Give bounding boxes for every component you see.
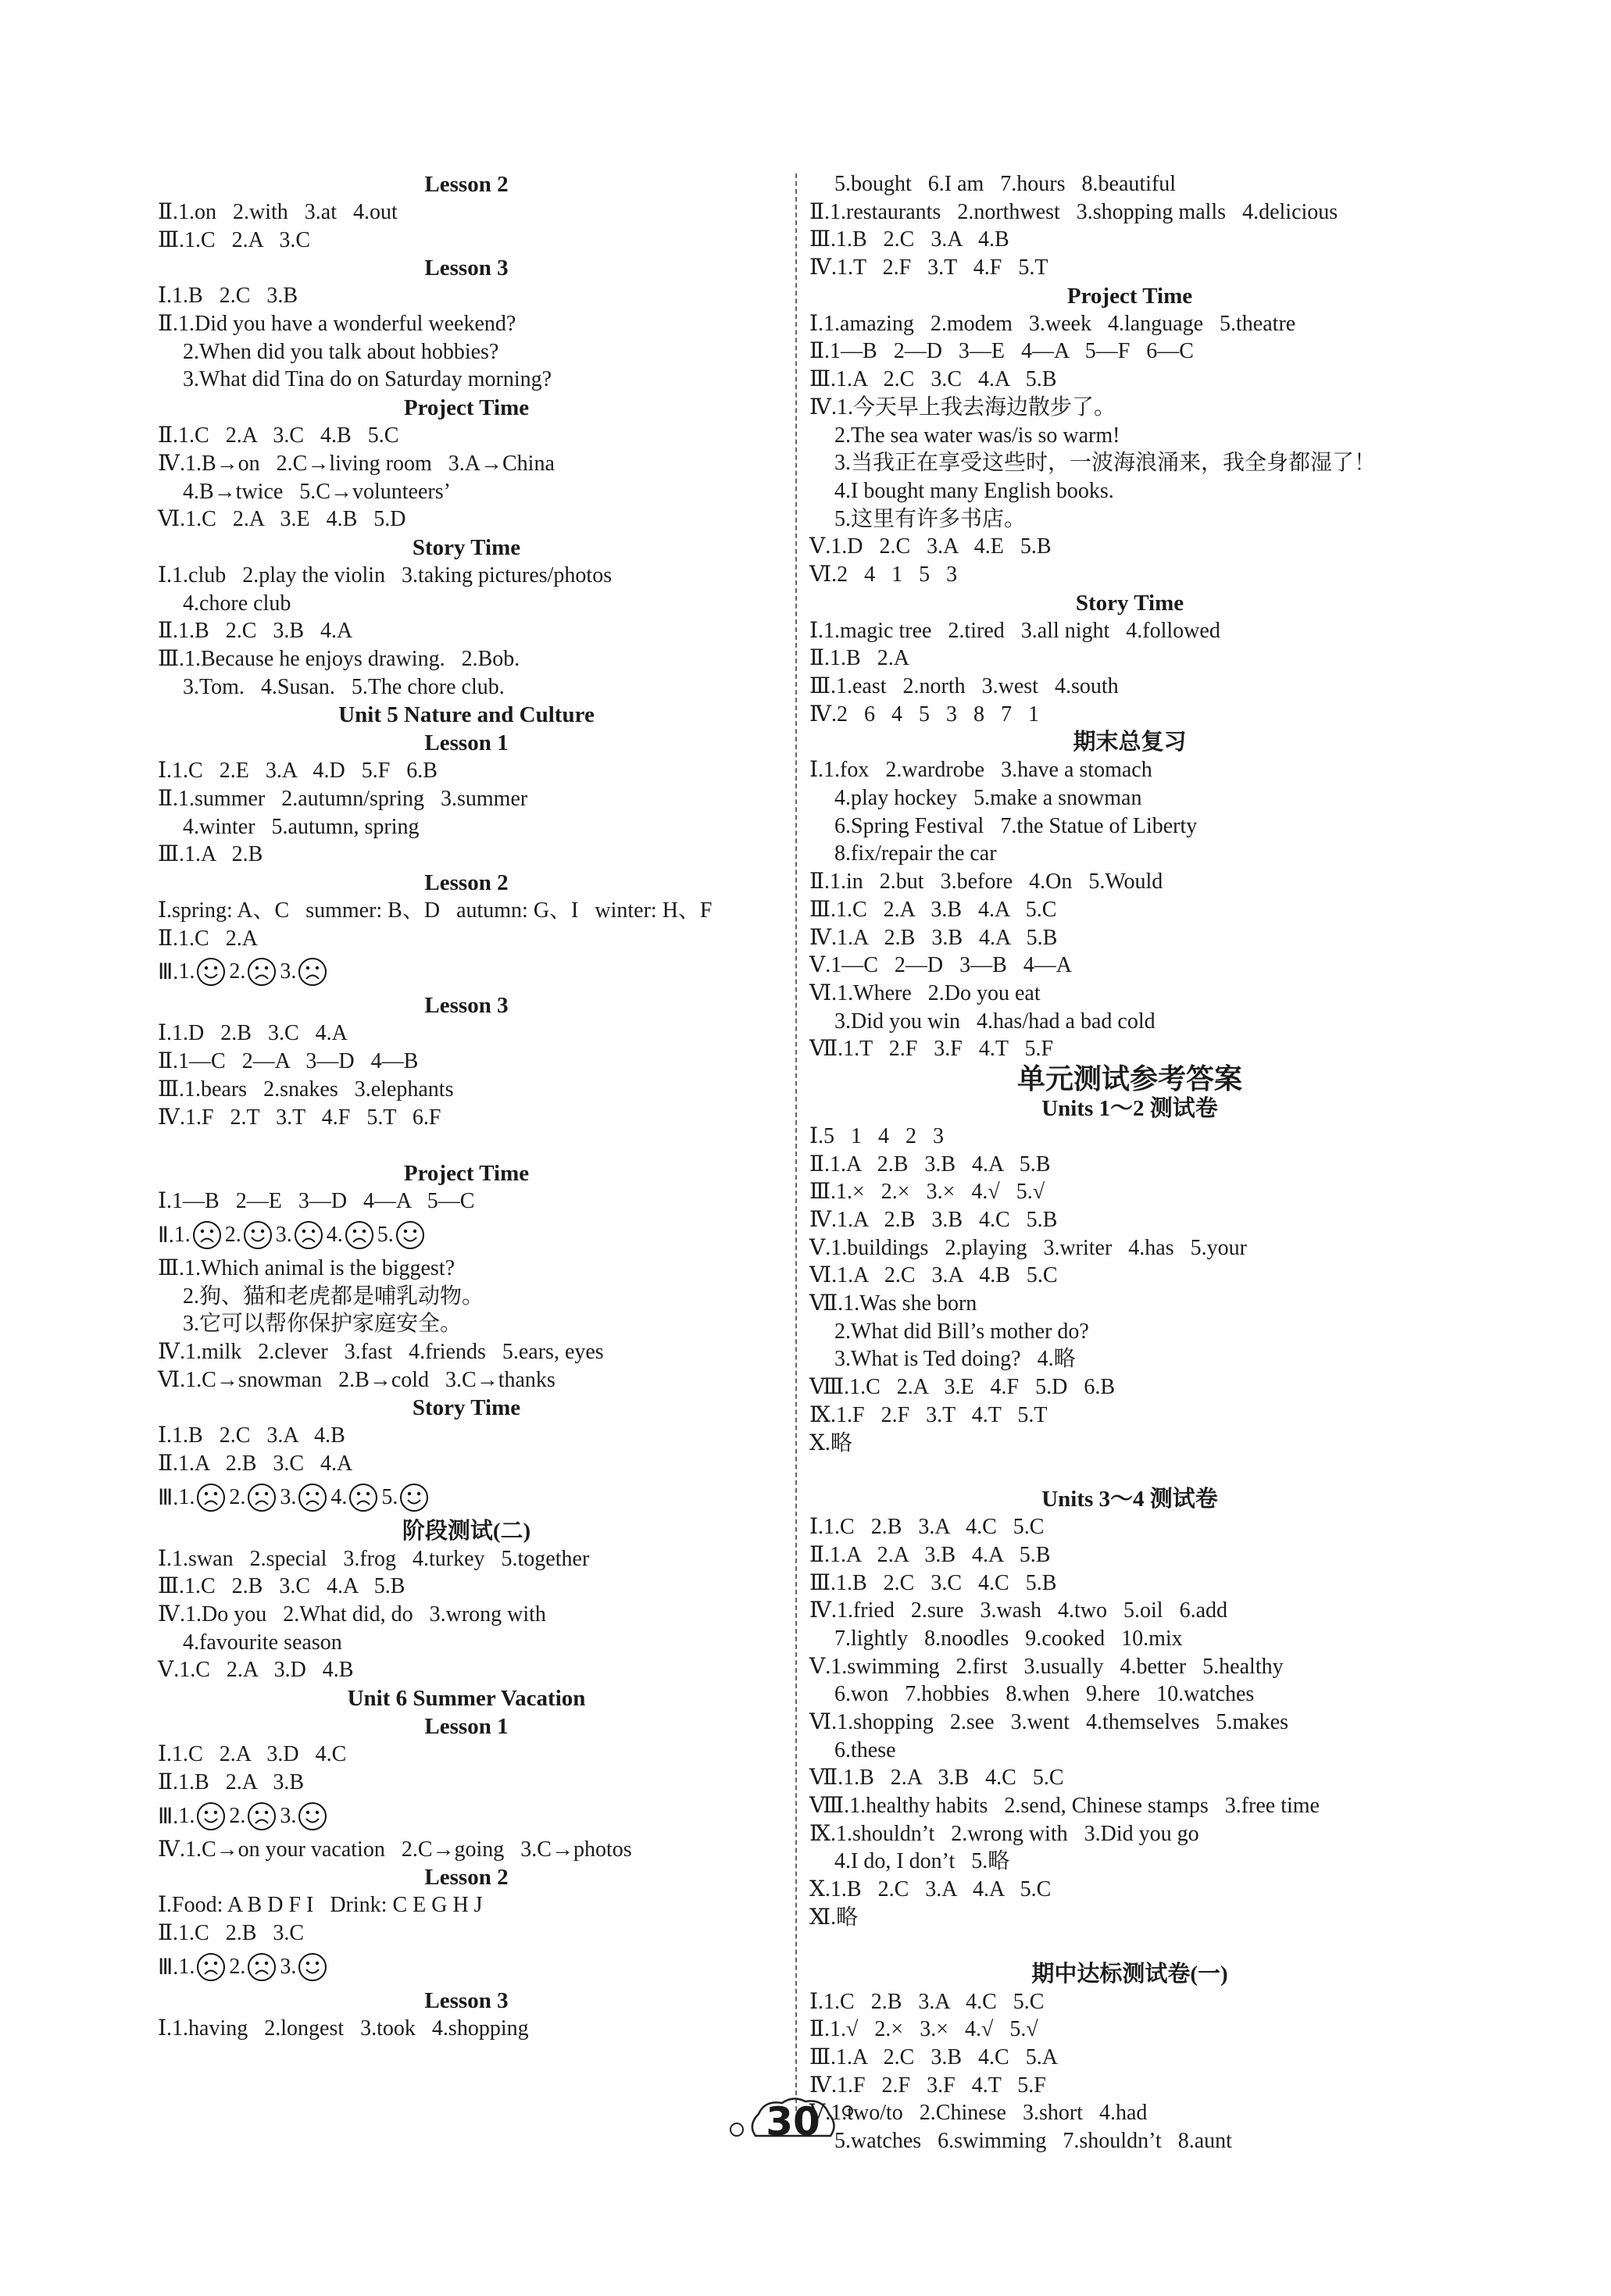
sad-face-icon [298, 1483, 327, 1512]
answer-line: 3.Did you win 4.has/had a bad cold [834, 1009, 1156, 1034]
answer-line: Ⅱ.1.on 2.with 3.at 4.out [158, 200, 398, 224]
answer-line: 2.When did you talk about hobbies? [183, 339, 499, 364]
answer-line: Ⅱ.1.restaurants 2.northwest 3.shopping malls 4.delicious [809, 199, 1338, 224]
answer-line: Ⅳ.1.Do you 2.What did, do 3.wrong with [158, 1602, 546, 1627]
item-number: 2. [224, 1222, 241, 1247]
answer-line: Ⅴ.1.D 2.C 3.A 4.E 5.B [809, 534, 1052, 559]
answer-line: Ⅰ.1.B 2.C 3.A 4.B [158, 1423, 345, 1448]
answer-line: Ⅰ.5 1 4 2 3 [809, 1123, 945, 1148]
item-number: 1. [178, 959, 195, 984]
smiley-answer [229, 1952, 280, 1982]
item-number: 1. [178, 1484, 195, 1509]
answer-line: Ⅱ.1—C 2—A 3—D 4—B [158, 1049, 419, 1074]
item-number: 1. [173, 1222, 191, 1247]
answer-line: Ⅳ.2 6 4 5 3 8 7 1 [809, 702, 1039, 727]
smiley-answer [178, 1801, 229, 1831]
section-heading: Lesson 3 [424, 1987, 509, 2013]
answer-line: Ⅱ.1.Did you have a wonderful weekend? [158, 312, 516, 337]
happy-face-icon [298, 1801, 327, 1831]
smiley-answer [178, 1952, 229, 1982]
answer-line: Ⅲ.1.B 2.C 3.A 4.B [809, 227, 1009, 252]
answer-line: Ⅲ.1.east 2.north 3.west 4.south [809, 674, 1119, 698]
answer-line: Ⅰ.1.fox 2.wardrobe 3.have a stomach [809, 758, 1152, 783]
section-heading: Lesson 3 [424, 255, 509, 281]
smiley-answer-row [158, 1797, 775, 1836]
section-heading: Units 1～2 测试卷 [1041, 1095, 1218, 1121]
answer-line: Ⅵ.1.C→snowman 2.B→cold 3.C→thanks [158, 1367, 555, 1392]
answer-line: 2.The sea water was/is so warm! [834, 423, 1120, 448]
smiley-answer [377, 1220, 428, 1250]
section-heading: 单元测试参考答案 [1016, 1062, 1242, 1094]
section-heading: Unit 6 Summer Vacation [347, 1686, 586, 1712]
answer-line: Ⅳ.1.F 2.T 3.T 4.F 5.T 6.F [158, 1105, 441, 1130]
sad-face-icon [247, 1483, 277, 1512]
answer-line: 8.fix/repair the car [834, 841, 997, 866]
column-divider [795, 173, 797, 2111]
answer-line: Ⅱ.1.in 2.but 3.before 4.On 5.Would [809, 869, 1163, 894]
section-heading: Lesson 2 [424, 870, 509, 896]
smiley-answer [178, 1483, 229, 1512]
answer-line: Ⅷ.1.C 2.A 3.E 4.F 5.D 6.B [809, 1375, 1116, 1400]
answer-line: 4.I do, I don’t 5.略 [834, 1849, 1010, 1874]
item-number: 2. [229, 959, 246, 984]
section-heading: Units 3～4 测试卷 [1041, 1487, 1218, 1512]
smiley-answer [229, 957, 280, 987]
answer-line: Ⅱ.1—B 2—D 3—E 4—A 5—F 6—C [809, 339, 1194, 364]
answer-line: Ⅲ.1.B 2.C 3.C 4.C 5.B [809, 1570, 1057, 1595]
sad-face-icon [192, 1220, 222, 1250]
answer-line: Ⅶ.1.Was she born [809, 1291, 977, 1316]
answer-line: Ⅱ.1.B 2.A [809, 646, 909, 671]
answer-line: Ⅱ.1.summer 2.autumn/spring 3.summer [158, 787, 528, 811]
answer-line: Ⅳ.1.F 2.F 3.F 4.T 5.F [809, 2073, 1046, 2098]
answer-line: Ⅱ.1.C 2.A [158, 926, 258, 951]
item-number: 2. [229, 1954, 246, 1979]
smiley-answer [174, 1220, 225, 1250]
smiley-answer [381, 1483, 432, 1512]
section-heading: Unit 5 Nature and Culture [338, 702, 595, 728]
item-number: 2. [229, 1484, 246, 1509]
spacer [158, 1131, 775, 1159]
section-heading: Lesson 1 [424, 1714, 509, 1740]
answer-line: Ⅲ.1.A 2.B [158, 842, 263, 867]
answer-line: Ⅺ.略 [809, 1905, 859, 1930]
sad-face-icon [247, 957, 277, 987]
answer-line: 3.当我正在享受这些时，一波海浪涌来，我全身都湿了！ [834, 451, 1377, 476]
answer-line: 4.I bought many English books. [834, 478, 1114, 503]
answer-line: Ⅱ.1.A 2.A 3.B 4.A 5.B [809, 1542, 1051, 1567]
spacer [809, 1932, 1450, 1960]
sad-face-icon [348, 1483, 378, 1512]
answer-line: Ⅰ.spring: A、C summer: B、D autumn: G、I winter: H、F [158, 898, 713, 923]
answer-line: 5.bought 6.I am 7.hours 8.beautiful [834, 172, 1177, 196]
answer-line: Ⅱ.1.A 2.B 3.C 4.A [158, 1452, 353, 1476]
answer-line: Ⅲ.1.Which animal is the biggest? [158, 1255, 455, 1280]
answer-line: Ⅷ.1.healthy habits 2.send, Chinese stamps 3.free time [809, 1794, 1320, 1819]
item-number: 2. [229, 1803, 246, 1828]
smiley-answer-row [158, 952, 775, 991]
answer-line: Ⅲ.1.C 2.B 3.C 4.A 5.B [158, 1574, 405, 1599]
answer-line: Ⅲ.1.C 2.A 3.C [158, 227, 311, 252]
answer-line: 4.favourite season [183, 1630, 342, 1655]
spacer [809, 1457, 1450, 1485]
happy-face-icon [395, 1220, 425, 1250]
happy-face-icon [243, 1220, 273, 1250]
answer-line: Ⅵ.2 4 1 5 3 [809, 562, 958, 587]
happy-face-icon [399, 1483, 429, 1512]
answer-line: 5.watches 6.swimming 7.shouldn’t 8.aunt [834, 2128, 1232, 2153]
answer-line: Ⅰ.1—B 2—E 3—D 4—A 5—C [158, 1189, 475, 1214]
answer-line: 3.What did Tina do on Saturday morning? [183, 367, 552, 392]
answer-line: Ⅵ.1.C 2.A 3.E 4.B 5.D [158, 507, 406, 532]
answer-line: Ⅰ.1.amazing 2.modem 3.week 4.language 5.theatre [809, 311, 1296, 336]
question-number: Ⅲ. [158, 1804, 179, 1829]
section-heading: Project Time [403, 1161, 530, 1187]
answer-line: Ⅸ.1.F 2.F 3.T 4.T 5.T [809, 1402, 1048, 1427]
answer-line: Ⅰ.1.B 2.C 3.B [158, 284, 298, 309]
answer-line: Ⅳ.1.milk 2.clever 3.fast 4.friends 5.ears, eyes [158, 1339, 604, 1364]
answer-line: Ⅰ.1.club 2.play the violin 3.taking pictures/photos [158, 562, 613, 587]
item-number: 3. [280, 1484, 297, 1509]
sad-face-icon [298, 957, 327, 987]
answer-line: Ⅹ.略 [809, 1430, 852, 1455]
answer-line: Ⅳ.1.A 2.B 3.B 4.A 5.B [809, 925, 1058, 950]
section-heading: Story Time [412, 534, 521, 560]
answer-line: 7.lightly 8.noodles 9.cooked 10.mix [834, 1626, 1183, 1651]
section-heading: Lesson 2 [424, 1865, 509, 1891]
sad-face-icon [345, 1220, 374, 1250]
section-heading: Lesson 1 [424, 730, 509, 756]
answer-line: Ⅰ.Food: A B D F I Drink: C E G H J [158, 1893, 483, 1918]
sad-face-icon [247, 1952, 277, 1982]
answer-line: Ⅲ.1.× 2.× 3.× 4.√ 5.√ [809, 1180, 1045, 1205]
answer-line: Ⅵ.1.A 2.C 3.A 4.B 5.C [809, 1263, 1058, 1288]
section-heading: Story Time [412, 1395, 521, 1421]
answer-line: Ⅱ.1.√ 2.× 3.× 4.√ 5.√ [809, 2017, 1038, 2042]
item-number: 3. [275, 1222, 292, 1247]
answer-line: Ⅱ.1.B 2.A 3.B [158, 1769, 305, 1794]
smiley-answer [229, 1801, 280, 1831]
question-number: Ⅲ. [158, 960, 179, 985]
answer-line: Ⅰ.1.having 2.longest 3.took 4.shopping [158, 2016, 529, 2041]
answer-line: Ⅲ.1.A 2.C 3.C 4.A 5.B [809, 367, 1057, 392]
answer-line: Ⅴ.1.buildings 2.playing 3.writer 4.has 5.your [809, 1235, 1247, 1260]
smiley-answer [280, 1952, 330, 1982]
answer-line: 6.won 7.hobbies 8.when 9.here 10.watches [834, 1682, 1255, 1707]
answer-line: Ⅰ.1.C 2.B 3.A 4.C 5.C [809, 1989, 1045, 2014]
item-number: 4. [330, 1484, 348, 1509]
answer-line: Ⅳ.1.T 2.F 3.T 4.F 5.T [809, 255, 1048, 280]
page-number-badge [715, 2094, 871, 2148]
sad-face-icon [294, 1220, 323, 1250]
item-number: 4. [326, 1222, 343, 1247]
page-number: 30 [766, 2099, 820, 2144]
section-heading: Lesson 3 [424, 993, 509, 1019]
left-column [158, 170, 775, 2042]
answer-line: Ⅸ.1.shouldn’t 2.wrong with 3.Did you go [809, 1821, 1199, 1846]
item-number: 3. [280, 1803, 297, 1828]
answer-line: Ⅲ.1.A 2.C 3.B 4.C 5.A [809, 2044, 1058, 2069]
answer-line: 4.chore club [183, 591, 291, 616]
answer-line: Ⅰ.1.C 2.A 3.D 4.C [158, 1742, 347, 1767]
answer-line: 6.Spring Festival 7.the Statue of Liberty [834, 813, 1198, 838]
smiley-answer [229, 1483, 280, 1512]
answer-line: Ⅱ.1.C 2.B 3.C [158, 1920, 305, 1945]
question-number: Ⅲ. [158, 1485, 179, 1510]
answer-line: Ⅴ.1.C 2.A 3.D 4.B [158, 1658, 354, 1683]
answer-line: Ⅶ.1.B 2.A 3.B 4.C 5.C [809, 1766, 1064, 1791]
answer-line: Ⅴ.1.two/to 2.Chinese 3.short 4.had [809, 2101, 1148, 2126]
item-number: 5. [377, 1222, 394, 1247]
happy-face-icon [196, 957, 226, 987]
smiley-answer-row [158, 1948, 775, 1987]
answer-line: Ⅱ.1.B 2.C 3.B 4.A [158, 619, 353, 644]
answer-line: 5.这里有许多书店。 [834, 506, 1027, 531]
answer-line: Ⅰ.1.C 2.B 3.A 4.C 5.C [809, 1515, 1045, 1540]
right-column [809, 170, 1450, 2155]
answer-line: Ⅳ.1.C→on your vacation 2.C→going 3.C→photos [158, 1837, 632, 1862]
answer-line: Ⅳ.1.fried 2.sure 3.wash 4.two 5.oil 6.add [809, 1598, 1228, 1623]
question-number: Ⅲ. [158, 1955, 179, 1980]
answer-line: 3.Tom. 4.Susan. 5.The chore club. [183, 674, 505, 699]
answer-line: Ⅱ.1.A 2.B 3.B 4.A 5.B [809, 1152, 1051, 1177]
section-heading: Project Time [403, 395, 530, 421]
answer-line: Ⅳ.1.今天早上我去海边散步了。 [809, 395, 1116, 420]
answer-line: Ⅹ.1.B 2.C 3.A 4.A 5.C [809, 1877, 1052, 1902]
sad-face-icon [196, 1483, 226, 1512]
question-number: Ⅱ. [158, 1223, 174, 1248]
sad-face-icon [247, 1801, 277, 1831]
happy-face-icon [298, 1952, 327, 1982]
sad-face-icon [196, 1952, 226, 1982]
answer-line: 2.狗、猫和老虎都是哺乳动物。 [183, 1284, 484, 1309]
smiley-answer [280, 957, 330, 987]
smiley-answer [225, 1220, 276, 1250]
answer-line: Ⅵ.1.Where 2.Do you eat [809, 980, 1041, 1005]
answer-line: Ⅳ.1.B→on 2.C→living room 3.A→China [158, 451, 555, 476]
answer-line: Ⅳ.1.A 2.B 3.B 4.C 5.B [809, 1208, 1058, 1232]
item-number: 3. [280, 959, 297, 984]
answer-line: 3.它可以帮你保护家庭安全。 [183, 1312, 463, 1337]
section-heading: 期末总复习 [1073, 730, 1187, 755]
answer-line: Ⅶ.1.T 2.F 3.F 4.T 5.F [809, 1037, 1054, 1062]
happy-face-icon [196, 1801, 226, 1831]
answer-line: Ⅲ.1.bears 2.snakes 3.elephants [158, 1077, 454, 1102]
smiley-answer [178, 957, 229, 987]
answer-line: Ⅲ.1.C 2.A 3.B 4.A 5.C [809, 897, 1057, 922]
section-heading: 阶段测试(二) [402, 1518, 531, 1544]
answer-line: 6.these [834, 1737, 896, 1762]
smiley-answer [330, 1483, 381, 1512]
section-heading: Story Time [1075, 590, 1184, 616]
answer-line: 4.winter 5.autumn, spring [183, 814, 420, 839]
item-number: 3. [280, 1954, 297, 1979]
item-number: 1. [178, 1803, 195, 1828]
answer-line: Ⅰ.1.magic tree 2.tired 3.all night 4.followed [809, 618, 1220, 643]
section-heading: 期中达标测试卷(一) [1031, 1961, 1228, 1987]
answer-line: Ⅱ.1.C 2.A 3.C 4.B 5.C [158, 423, 399, 448]
smiley-answer [280, 1801, 330, 1831]
smiley-answer [276, 1220, 327, 1250]
answer-line: Ⅰ.1.swan 2.special 3.frog 4.turkey 5.together [158, 1546, 590, 1571]
section-heading: Lesson 2 [424, 172, 509, 197]
smiley-answer-row [158, 1216, 775, 1255]
answer-line: Ⅰ.1.D 2.B 3.C 4.A [158, 1021, 348, 1046]
item-number: 1. [178, 1954, 195, 1979]
item-number: 5. [381, 1484, 398, 1509]
answer-line: Ⅴ.1.swimming 2.first 3.usually 4.better 5.healthy [809, 1654, 1284, 1679]
answer-line: Ⅲ.1.Because he enjoys drawing. 2.Bob. [158, 646, 520, 671]
smiley-answer [280, 1483, 330, 1512]
answer-line: 2.What did Bill’s mother do? [834, 1319, 1089, 1344]
answer-line: Ⅴ.1—C 2—D 3—B 4—A [809, 953, 1073, 978]
smiley-answer [327, 1220, 377, 1250]
smiley-answer-row [158, 1478, 775, 1517]
answer-line: Ⅵ.1.shopping 2.see 3.went 4.themselves 5.makes [809, 1710, 1288, 1734]
answer-line: Ⅰ.1.C 2.E 3.A 4.D 5.F 6.B [158, 759, 438, 784]
answer-line: 4.play hockey 5.make a snowman [834, 786, 1142, 811]
answer-line: 3.What is Ted doing? 4.略 [834, 1347, 1076, 1372]
section-heading: Project Time [1066, 283, 1193, 309]
answer-line: 4.B→twice 5.C→volunteers’ [183, 479, 451, 504]
